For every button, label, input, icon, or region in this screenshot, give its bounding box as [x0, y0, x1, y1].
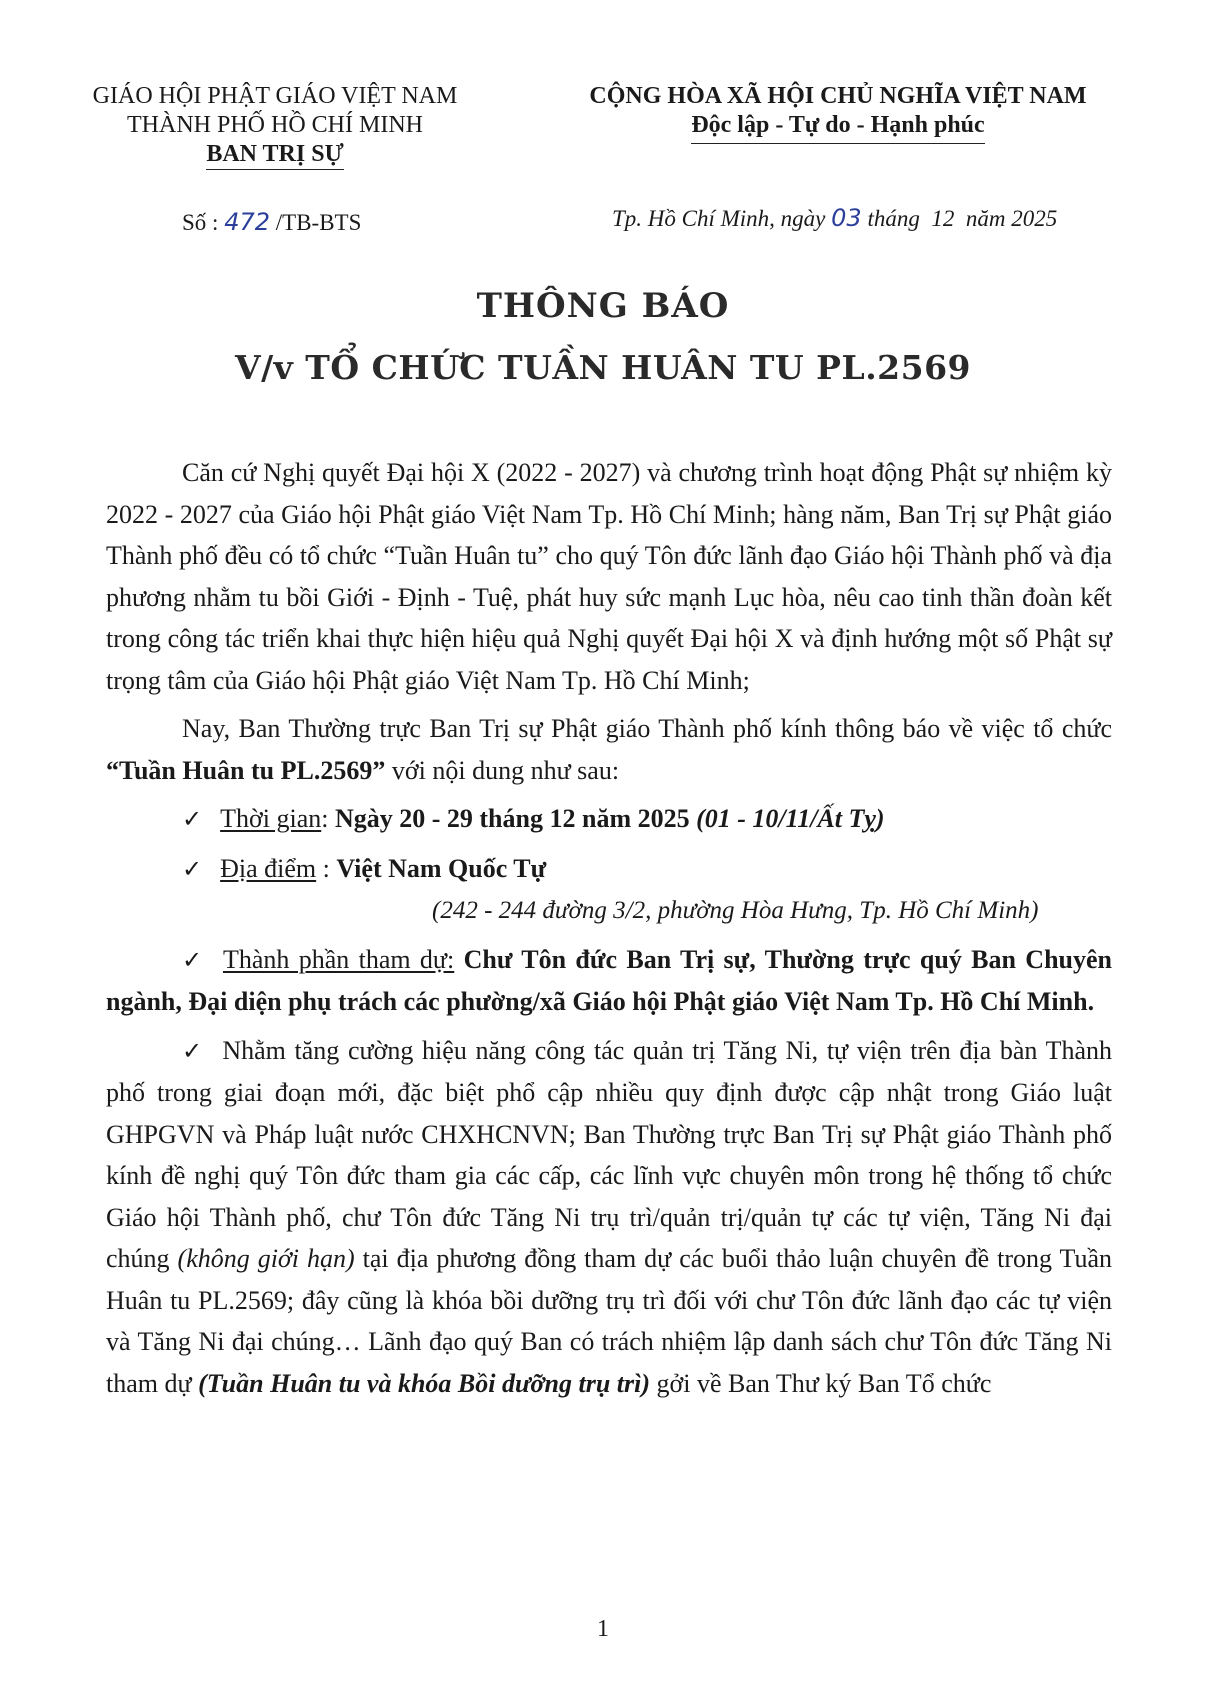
place-label: Địa điểm: [220, 853, 317, 883]
place-address: (242 - 244 đường 3/2, phường Hòa Hưng, Tp. Hồ Chí Minh): [432, 897, 1039, 924]
date-month-label: tháng: [867, 206, 920, 231]
national-header: [558, 82, 1118, 144]
date-line: [612, 204, 1057, 232]
date-day-handwritten: 03: [831, 204, 862, 232]
event-name: “Tuần Huân tu PL.2569”: [106, 755, 386, 785]
time-value: Ngày 20 - 29 tháng 12 năm 2025: [334, 804, 690, 833]
time-lunar: (01 - 10/11/Ất Tỵ): [696, 804, 885, 833]
document-subject: V/v TỔ CHỨC TUẦN HUÂN TU PL.2569: [234, 348, 972, 387]
item-time: [106, 798, 1112, 841]
place-value: Việt Nam Quốc Tự: [336, 853, 547, 883]
page-number: 1: [597, 1616, 609, 1642]
attendees-label: Thành phần tham dự:: [222, 944, 455, 974]
date-year: 2025: [1011, 206, 1058, 231]
item-place: [106, 848, 1112, 932]
date-year-label: năm: [965, 206, 1006, 231]
national-motto: Độc lập - Tự do - Hạnh phúc: [691, 111, 984, 144]
document-body: [106, 452, 1112, 1404]
purpose-text-3: gởi về Ban Thư ký Ban Tổ chức: [656, 1368, 992, 1398]
item-attendees: [106, 939, 1112, 1023]
document-title: THÔNG BÁO: [476, 286, 730, 326]
item-purpose: [106, 1030, 1112, 1405]
purpose-text: Nhằm tăng cường hiệu năng công tác quản trị Tăng Ni, tự viện trên địa bàn Thành phố trong giai đoạn mới, đặc biệt phổ cập nhiều quy định được cập nhật trong Giáo luật GHPGVN và Pháp luật nước CHXHCNVN; Ban Thường trực Ban Trị sự Phật giáo Thành phố kính đề nghị quý Tôn đức tham gia các cấp, các lĩnh vực chuyên môn trong hệ thống tổ chức Giáo hội Thành phố, chư Tôn đức Tăng Ni trụ trì/quản trị/quản tự các tự viện, Tăng Ni đại chúng: [106, 1035, 1113, 1273]
paragraph-basis: Căn cứ Nghị quyết Đại hội X (2022 - 2027) và chương trình hoạt động Phật sự nhiệm kỳ 2022 - 2027 của Giáo hội Phật giáo Việt Nam Tp. Hồ Chí Minh; hàng năm, Ban Trị sự Phật giáo Thành phố đều có tổ chức “Tuần Huân tu” cho quý Tôn đức lãnh đạo Giáo hội Thành phố và địa phương nhằm tu bồi Giới - Định - Tuệ, phát huy sức mạnh Lục hòa, nêu cao tinh thần đoàn kết trong công tác triển khai thực hiện hiệu quả Nghị quyết Đại hội X và định hướng một số Phật sự trọng tâm của Giáo hội Phật giáo Việt Nam Tp. Hồ Chí Minh;: [106, 458, 1112, 695]
issuing-organization: [60, 82, 490, 170]
date-month: 12: [931, 206, 955, 231]
checkmark-icon: ✓: [182, 805, 203, 833]
purpose-course-name: (Tuần Huân tu và khóa Bồi dưỡng trụ trì): [198, 1368, 650, 1398]
org-name-line1: GIÁO HỘI PHẬT GIÁO VIỆT NAM: [92, 83, 458, 109]
org-name-line3: BAN TRỊ SỰ: [206, 140, 343, 170]
checkmark-icon: ✓: [182, 945, 205, 974]
announcement-text: Nay, Ban Thường trực Ban Trị sự Phật giáo Thành phố kính thông báo về việc tổ chức: [182, 714, 1112, 743]
doc-number-prefix: Số :: [182, 210, 219, 235]
nation-name: CỘNG HÒA XÃ HỘI CHỦ NGHĨA VIỆT NAM: [589, 83, 1087, 109]
checkmark-icon: ✓: [182, 854, 203, 883]
purpose-note: (không giới hạn): [177, 1244, 355, 1273]
date-place: Tp. Hồ Chí Minh, ngày: [612, 206, 826, 231]
purpose-text-2: tại địa phương đồng tham dự các buổi thảo luận chuyên đề trong Tuần Huân tu PL.2569; đây cũng là khóa bồi dưỡng trụ trì đối với chư Tôn đức lãnh đạo các tự viện và Tăng Ni đại chúng… Lãnh đạo quý Ban có trách nhiệm lập danh sách chư Tôn đức Tăng Ni tham dự: [106, 1244, 1113, 1398]
paragraph-announcement: [106, 708, 1112, 791]
attendees-value: Chư Tôn đức Ban Trị sự, Thường trực quý Ban Chuyên ngành, Đại diện phụ trách các phường/xã Giáo hội Phật giáo Việt Nam Tp. Hồ Chí Minh.: [106, 944, 1113, 1016]
checkmark-icon: ✓: [182, 1036, 205, 1065]
doc-number-suffix: /TB-BTS: [275, 210, 362, 235]
place-sep: :: [322, 853, 330, 883]
document-number: [182, 208, 361, 236]
doc-number-handwritten: 472: [224, 208, 270, 236]
time-sep: :: [321, 804, 329, 833]
announcement-text-end: với nội dung như sau:: [391, 755, 620, 785]
org-name-line2: THÀNH PHỐ HỒ CHÍ MINH: [127, 112, 423, 138]
time-label: Thời gian: [220, 804, 322, 833]
